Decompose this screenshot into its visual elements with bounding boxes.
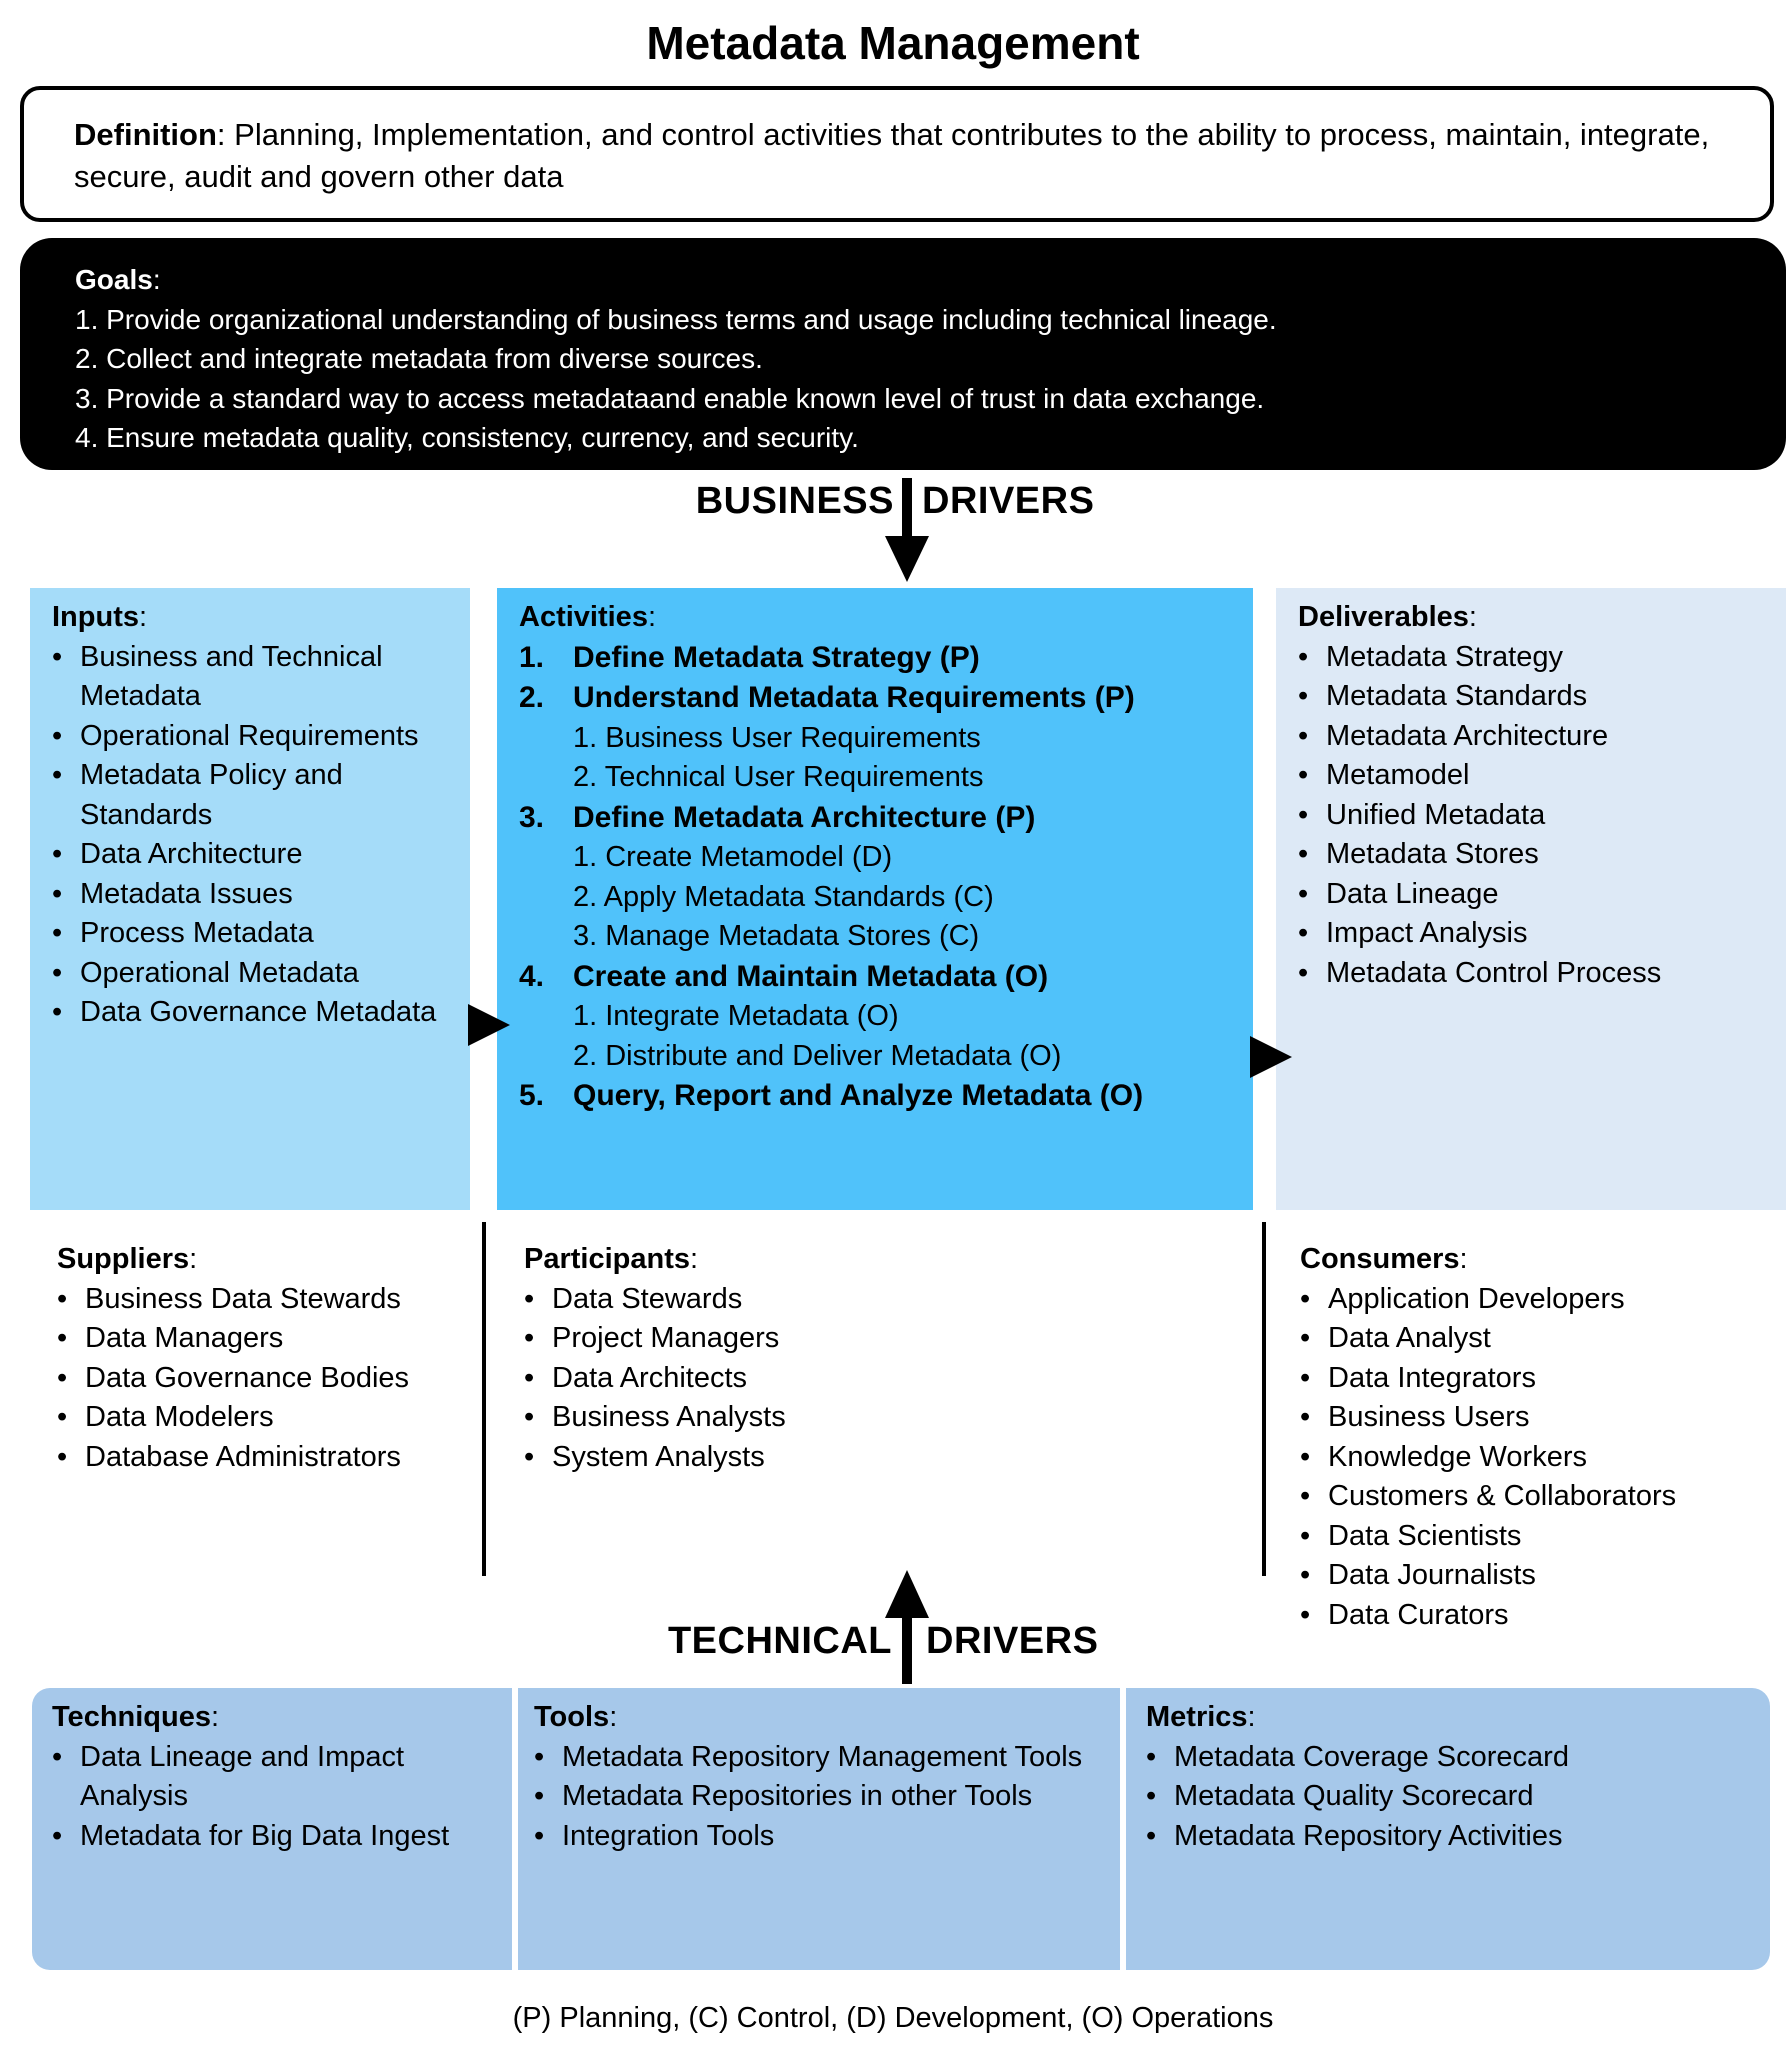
sub-activity-item: 2. Apply Metadata Standards (C) [573,880,994,913]
list-item: • Application Developers [1300,1280,1770,1320]
sub-activity-list [573,997,1237,1076]
list-item: • Metadata Repository Management Tools [534,1738,1110,1778]
metrics-panel: Metrics: • Metadata Coverage Scorecard • Metadata Quality Scorecard • Metadata Repository Activities [1126,1688,1770,1970]
sub-activity-list [573,719,1237,798]
sub-activity-list [573,838,1237,957]
list-item: • Metadata Repositories in other Tools [534,1777,1110,1817]
list-item: • Metadata Strategy [1298,638,1770,678]
metrics-list [1146,1738,1754,1857]
activities-label: Activities [519,601,648,633]
technical-drivers-right: DRIVERS [926,1620,1099,1662]
goals-box: Goals: 1. Provide organizational understanding of business terms and usage including technical lineage. 2. Collect and integrate metadata from diverse sources. 3. Provide a standard way to access metadataand enable known level of trust in data exchange. 4. Ensure metadata quality, consistency, currency, and security. [20,238,1786,470]
tools-label: Tools [534,1701,610,1733]
business-drivers-arrow-shaft [902,478,912,540]
up-arrow-icon [885,1570,929,1618]
list-item: • Impact Analysis [1298,914,1770,954]
legend: (P) Planning, (C) Control, (D) Development, (O) Operations [512,2002,1274,2034]
sub-activity-item: 1. Business User Requirements [573,721,981,754]
activity-title: Query, Report and Analyze Metadata (O) [573,1079,1144,1112]
goals-list [75,300,1736,458]
techniques-list [52,1738,496,1857]
activity-item [519,638,1237,679]
list-item: • Data Architecture [52,835,454,875]
list-item: • Metadata Coverage Scorecard [1146,1738,1754,1778]
activity-item [519,678,1237,798]
list-item: • Data Architects [524,1359,944,1399]
sub-activity-item: 1. Create Metamodel (D) [573,841,893,873]
business-drivers-left: BUSINESS [695,480,894,522]
list-item: • Metadata for Big Data Ingest [52,1817,496,1857]
inputs-label: Inputs [52,601,139,633]
right-arrow-icon [468,1004,510,1046]
activity-title: Define Metadata Architecture (P) [573,800,1036,834]
list-item: • Business Users [1300,1398,1770,1438]
activities-list [519,638,1237,1117]
definition-text: Planning, Implementation, and control activities that contributes to the ability to process, maintain, integrate, secure, audit and govern other data [74,117,1710,194]
list-item: • Project Managers [524,1319,944,1359]
list-item: • Metadata Architecture [1298,717,1770,757]
list-item: • Data Governance Bodies [57,1359,477,1399]
list-item: • Business Analysts [524,1398,944,1438]
technical-drivers-arrow-shaft [902,1614,912,1684]
consumers-section: Consumers: • Application Developers • Data Analyst • Data Integrators • Business Users • Knowledge Workers • Customers & Collaborators • Data Scientists • Data Journalists • Data Curators [1300,1240,1770,1635]
sub-activity-item: 1. Integrate Metadata (O) [573,1000,899,1032]
techniques-panel: Techniques: • Data Lineage and Impact Analysis • Metadata for Big Data Ingest [32,1688,512,1970]
suppliers-list [57,1280,477,1478]
list-item: • Data Stewards [524,1280,944,1320]
suppliers-label: Suppliers [57,1243,190,1275]
list-item: • Data Governance Metadata [52,993,454,1033]
inputs-list [52,638,454,1033]
goal-item: 2. Collect and integrate metadata from diverse sources. [75,343,763,374]
activity-number: 3. [519,800,545,834]
list-item: • Unified Metadata [1298,796,1770,836]
activity-item [519,957,1237,1077]
list-item: • Metadata Repository Activities [1146,1817,1754,1857]
definition-label: Definition [74,117,217,152]
definition-box: Definition: Planning, Implementation, and control activities that contributes to the ability to process, maintain, integrate, secure, audit and govern other data [20,86,1774,222]
activity-title: Define Metadata Strategy (P) [573,640,980,674]
down-arrow-icon [885,536,929,582]
list-item: • Knowledge Workers [1300,1438,1770,1478]
tools-panel: Tools: • Metadata Repository Management Tools • Metadata Repositories in other Tools • Integration Tools [518,1688,1120,1970]
list-item: • Metadata Quality Scorecard [1146,1777,1754,1817]
activity-number: 5. [519,1079,545,1112]
tools-list [534,1738,1110,1857]
list-item: • Data Modelers [57,1398,477,1438]
activity-item [519,1076,1237,1117]
list-item: • Metadata Policy and Standards [52,756,454,835]
right-arrow-icon [1250,1036,1292,1078]
activity-number: 2. [519,681,545,714]
list-item: • Data Analyst [1300,1319,1770,1359]
list-item: • Process Metadata [52,914,454,954]
list-item: • Data Managers [57,1319,477,1359]
list-item: • System Analysts [524,1438,944,1478]
activities-panel: Activities: 1. Define Metadata Strategy (P) 2. Understand Metadata Requirements (P) 1. Business User Requirements 2. Technical User Requirements 3. Define Metadata Architecture (P) 1. Create Metamodel (D) 2. Apply Metadata Standards (C) 3. Manage Metadata Stores (C) 4. Create and Maintain Metadata (O) 1. Integrate Metadata (O) 2. Distribute and Deliver Metadata (O) 5. Query, Report and Analyze Metadata (O) [497,588,1253,1210]
list-item: • Data Lineage and Impact Analysis [52,1738,496,1817]
list-item: • Customers & Collaborators [1300,1477,1770,1517]
participants-label: Participants [524,1243,690,1275]
list-item: • Data Journalists [1300,1556,1770,1596]
list-item: • Metamodel [1298,756,1770,796]
list-item: • Operational Requirements [52,717,454,757]
inputs-panel: Inputs: • Business and Technical Metadata • Operational Requirements • Metadata Policy and Standards • Data Architecture • Metadata Issues • Process Metadata • Operational Metadata • Data Governance Metadata [30,588,470,1210]
page-title: Metadata Management [646,17,1140,69]
suppliers-section: Suppliers: • Business Data Stewards • Data Managers • Data Governance Bodies • Data Modelers • Database Administrators [57,1240,477,1477]
consumers-list [1300,1280,1770,1636]
technical-drivers-left: TECHNICAL [667,1620,892,1662]
sub-activity-item: 2. Technical User Requirements [573,761,984,793]
goals-label: Goals [75,264,153,295]
participants-list [524,1280,944,1478]
goal-item: 3. Provide a standard way to access metadataand enable known level of trust in data exchange. [75,382,1265,414]
activity-number: 1. [519,640,545,674]
divider [1262,1222,1266,1576]
activity-item [519,798,1237,957]
list-item: • Metadata Standards [1298,677,1770,717]
techniques-label: Techniques [52,1701,211,1733]
list-item: • Data Curators [1300,1596,1770,1636]
list-item: • Data Scientists [1300,1517,1770,1557]
activity-title: Create and Maintain Metadata (O) [573,959,1049,993]
list-item: • Business Data Stewards [57,1280,477,1320]
list-item: • Metadata Stores [1298,835,1770,875]
participants-section: Participants: • Data Stewards • Project Managers • Data Architects • Business Analysts • System Analysts [524,1240,944,1477]
activity-number: 4. [519,959,545,993]
divider [482,1222,486,1576]
business-drivers-right: DRIVERS [922,480,1095,522]
goal-item: 4. Ensure metadata quality, consistency, currency, and security. [75,422,859,453]
list-item: • Database Administrators [57,1438,477,1478]
goal-item: 1. Provide organizational understanding of business terms and usage including technical lineage. [75,303,1277,335]
list-item: • Business and Technical Metadata [52,638,454,717]
list-item: • Metadata Issues [52,875,454,915]
list-item: • Operational Metadata [52,954,454,994]
list-item: • Data Integrators [1300,1359,1770,1399]
deliverables-list [1298,638,1770,994]
deliverables-label: Deliverables [1298,601,1469,633]
list-item: • Metadata Control Process [1298,954,1770,994]
deliverables-panel: Deliverables: • Metadata Strategy • Metadata Standards • Metadata Architecture • Metamodel • Unified Metadata • Metadata Stores • Data Lineage • Impact Analysis • Metadata Control Process [1276,588,1786,1210]
list-item: • Data Lineage [1298,875,1770,915]
activity-title: Understand Metadata Requirements (P) [573,681,1135,714]
sub-activity-item: 3. Manage Metadata Stores (C) [573,920,980,952]
sub-activity-item: 2. Distribute and Deliver Metadata (O) [573,1039,1062,1072]
consumers-label: Consumers [1300,1243,1460,1275]
list-item: • Integration Tools [534,1817,1110,1857]
metrics-label: Metrics [1146,1701,1248,1733]
